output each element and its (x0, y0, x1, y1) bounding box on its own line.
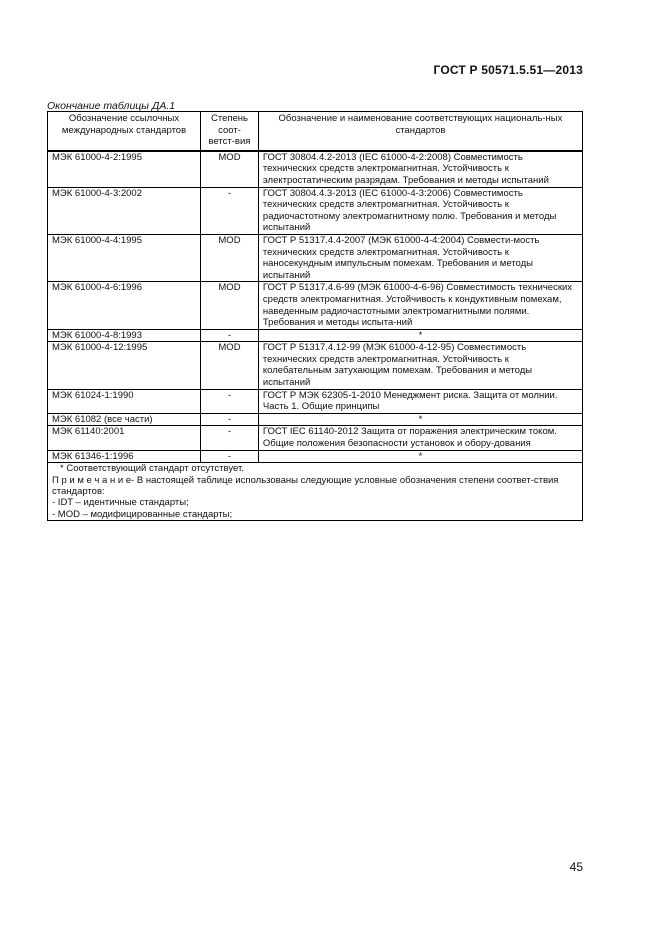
intl-standard-cell: МЭК 61000-4-3:2002 (48, 187, 201, 234)
national-standard-cell: ГОСТ 30804.4.2-2013 (IEC 61000-4-2:2008) Совместимость технических средств электромагнитная. Устойчивость к электростатическим разрядам. Требования и методы испытаний (258, 151, 582, 187)
national-standard-cell: * (258, 329, 582, 342)
intl-standard-cell: МЭК 61024-1:1990 (48, 389, 201, 413)
national-standard-cell: ГОСТ 30804.4.3-2013 (IEC 61000-4-3:2006) Совместимость технических средств электромагнитная. Устойчивость к радиочастотному электромагнитному полю. Требования и методы испытаний (258, 187, 582, 234)
table-row (48, 413, 583, 426)
footnote-text: * Соответствующий стандарт отсутствует. (60, 463, 244, 475)
degree-cell: MOD (201, 342, 259, 389)
national-standard-cell: * (258, 450, 582, 463)
table-row (48, 389, 583, 413)
degree-cell: - (201, 389, 259, 413)
intl-standard-cell: МЭК 61346-1:1996 (48, 450, 201, 463)
national-standard-cell: ГОСТ Р 51317.4.12-99 (МЭК 61000-4-12-95) Совместимость технических средств электромагнитная. Устойчивость к колебательным затухающим помехам. Требования и методы испытаний (258, 342, 582, 389)
header-degree: Степень соот-ветст-вия (201, 112, 259, 151)
standards-table (47, 111, 583, 521)
table-row (48, 234, 583, 281)
intl-standard-cell: МЭК 61082 (все части) (48, 413, 201, 426)
header-national-standards: Обозначение и наименование соответствующих националь-ных стандартов (258, 112, 582, 151)
note-idt: - IDT – идентичные стандарты; (52, 497, 189, 509)
page-number: 45 (569, 860, 583, 874)
national-standard-cell: ГОСТ Р МЭК 62305-1-2010 Менеджмент риска. Защита от молнии. Часть 1. Общие принципы (258, 389, 582, 413)
intl-standard-cell: МЭК 61000-4-8:1993 (48, 329, 201, 342)
document-code: ГОСТ Р 50571.5.51—2013 (433, 63, 583, 77)
table-notes-row (48, 463, 583, 521)
table-caption: Окончание таблицы ДА.1 (47, 100, 176, 112)
intl-standard-cell: МЭК 61000-4-12:1995 (48, 342, 201, 389)
degree-cell: - (201, 329, 259, 342)
degree-cell: - (201, 413, 259, 426)
national-standard-cell: ГОСТ IEC 61140-2012 Защита от поражения электрическим током. Общие положения безопасности установок и обору-дования (258, 426, 582, 450)
degree-cell: - (201, 426, 259, 450)
degree-cell: MOD (201, 151, 259, 187)
table-row (48, 282, 583, 329)
note-mod: - MOD – модифицированные стандарты; (52, 508, 233, 520)
national-standard-cell: ГОСТ Р 51317.4.6-99 (МЭК 61000-4-6-96) Совместимость технических средств электромагнитная. Устойчивость к кондуктивным помехам, наведенным радиочастотными электромагнитными полями. Требования и методы испыта-ний (258, 282, 582, 329)
table-notes (48, 463, 583, 521)
table-header-row (48, 112, 583, 151)
table-row (48, 187, 583, 234)
intl-standard-cell: МЭК 61000-4-2:1995 (48, 151, 201, 187)
degree-cell: - (201, 450, 259, 463)
table-row (48, 426, 583, 450)
intl-standard-cell: МЭК 61140:2001 (48, 426, 201, 450)
header-intl-standards: Обозначение ссылочных международных стандартов (48, 112, 201, 151)
intl-standard-cell: МЭК 61000-4-4:1995 (48, 234, 201, 281)
table-row (48, 329, 583, 342)
table-row (48, 450, 583, 463)
intl-standard-cell: МЭК 61000-4-6:1996 (48, 282, 201, 329)
degree-cell: MOD (201, 234, 259, 281)
degree-cell: MOD (201, 282, 259, 329)
national-standard-cell: ГОСТ Р 51317.4.4-2007 (МЭК 61000-4-4:2004) Совмести-мость технических средств электромагнитная. Устойчивость к наносекундным импульсным помехам. Требования и методы испытаний (258, 234, 582, 281)
degree-cell: - (201, 187, 259, 234)
note-text: П р и м е ч а н и е- В настоящей таблице использованы следующие условные обозначения степени соответ-ствия стандартов: (52, 474, 559, 498)
table-row (48, 342, 583, 389)
national-standard-cell: * (258, 413, 582, 426)
table-row (48, 151, 583, 187)
